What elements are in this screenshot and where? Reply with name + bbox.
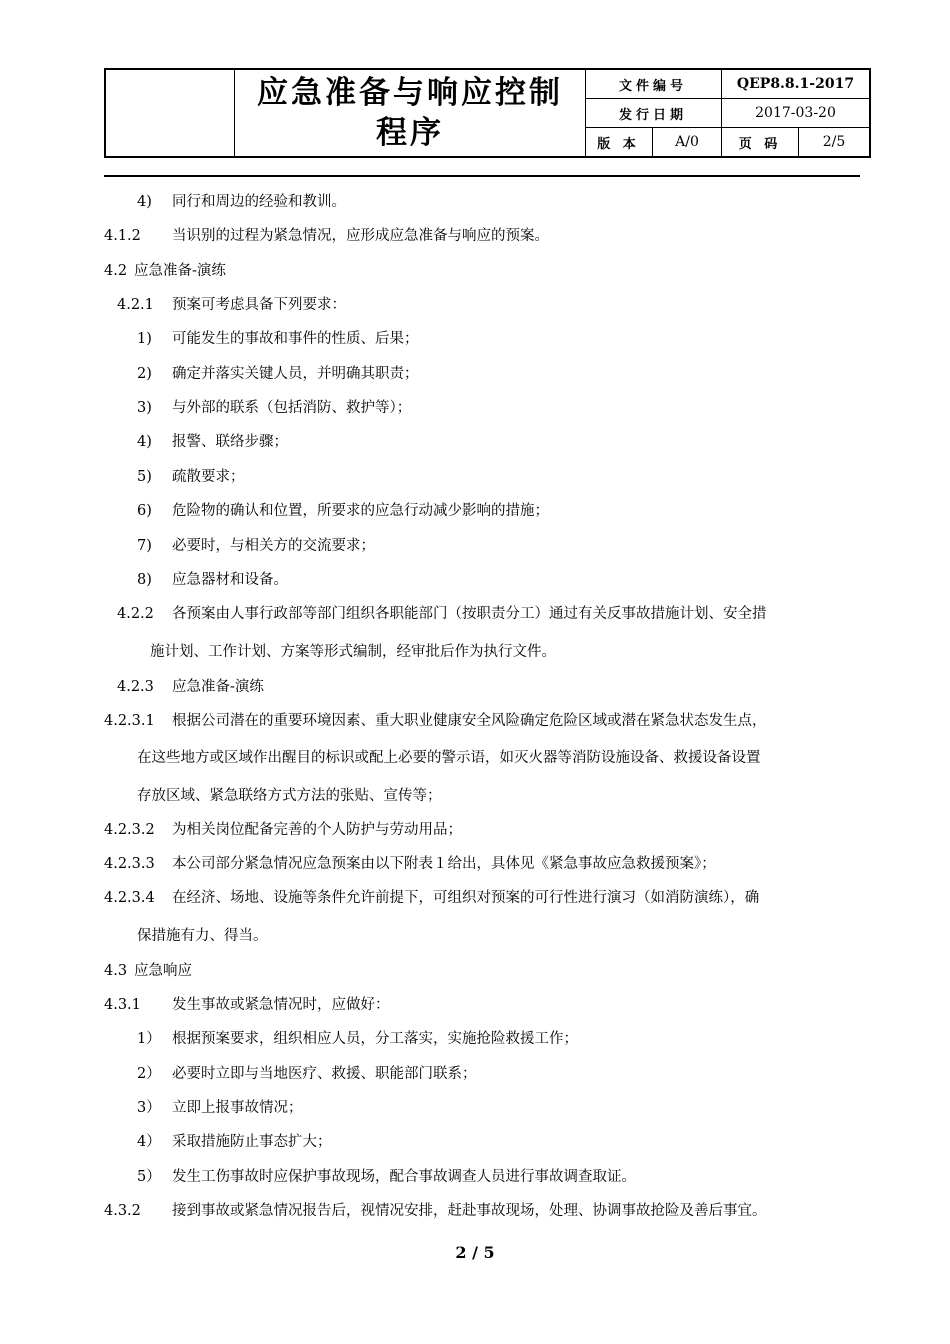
- list-item: 7) 必要时，与相关方的交流要求；: [137, 538, 375, 554]
- list-item: 6) 危险物的确认和位置，所要求的应急行动减少影响的措施；: [137, 503, 549, 519]
- doc-no-label: 文件编号: [585, 70, 722, 99]
- clause: 4.2.3.4 在经济、场地、设施等条件允许前提下，可组织对预案的可行性进行演习（如消防演练），确: [104, 890, 760, 906]
- list-item: 5） 发生工伤事故时应保护事故现场，配合事故调查人员进行事故调查取证。: [137, 1169, 636, 1185]
- list-item: 1) 可能发生的事故和事件的性质、后果；: [137, 331, 419, 347]
- list-item: 3) 与外部的联系（包括消防、救护等）；: [137, 400, 412, 416]
- clause: 4.2.3.1 根据公司潜在的重要环境因素、重大职业健康安全风险确定危险区域或潜在紧急状态发生点，: [104, 713, 767, 729]
- list-item: 4) 报警、联络步骤；: [137, 434, 288, 450]
- document-header: [104, 68, 871, 158]
- clause: 4.2.2 各预案由人事行政部等部门组织各职能部门（按职责分工）通过有关反事故措施计划、安全措: [117, 606, 767, 622]
- list-item: 8) 应急器材和设备。: [137, 572, 288, 588]
- section-heading: 4.3 应急响应: [104, 963, 192, 979]
- list-item: 1） 根据预案要求，组织相应人员，分工落实，实施抢险救援工作；: [137, 1031, 578, 1047]
- doc-no-value: QEP8.8.1-2017: [722, 70, 869, 99]
- clause: 4.3.1 发生事故或紧急情况时，应做好：: [104, 997, 390, 1013]
- clause: 4.1.2 当识别的过程为紧急情况，应形成应急准备与响应的预案。: [104, 228, 549, 244]
- clause: 4.2.3.2 为相关岗位配备完善的个人防护与劳动用品；: [104, 822, 462, 838]
- page-label: 页 码: [722, 128, 799, 156]
- list-item: 2） 必要时立即与当地医疗、救援、职能部门联系；: [137, 1066, 477, 1082]
- page-footer-number: 2 / 5: [455, 1243, 495, 1262]
- page-value: 2/5: [822, 134, 846, 150]
- clause-continuation: 施计划、工作计划、方案等形式编制，经审批后作为执行文件。: [150, 644, 556, 660]
- clause: 4.2.1 预案可考虑具备下列要求：: [117, 297, 346, 313]
- header-divider: [104, 175, 860, 177]
- list-item: 5) 疏散要求；: [137, 469, 245, 485]
- clause-continuation: 保措施有力、得当。: [137, 928, 268, 944]
- document-title-text: 应急准备与响应控制程序: [257, 75, 563, 151]
- list-item: 3） 立即上报事故情况；: [137, 1100, 303, 1116]
- clause: 4.2.3 应急准备-演练: [117, 679, 264, 695]
- issue-date-value: 2017-03-20: [722, 99, 869, 128]
- clause: 4.3.2 接到事故或紧急情况报告后，视情况安排，赶赴事故现场，处理、协调事故抢险及善后事宜。: [104, 1203, 767, 1219]
- clause-continuation: 在这些地方或区域作出醒目的标识或配上必要的警示语，如灭火器等消防设施设备、救援设备设置: [137, 750, 761, 766]
- list-item: 4) 同行和周边的经验和教训。: [137, 194, 346, 210]
- list-item: 2) 确定并落实关键人员，并明确其职责；: [137, 366, 419, 382]
- list-item: 4） 采取措施防止事态扩大；: [137, 1134, 332, 1150]
- version-label: 版 本: [585, 128, 653, 156]
- issue-date-label: 发行日期: [585, 99, 722, 128]
- version-value: A/0: [653, 128, 722, 156]
- section-heading: 4.2 应急准备-演练: [104, 263, 226, 279]
- logo-area: [106, 70, 235, 156]
- clause: 4.2.3.3 本公司部分紧急情况应急预案由以下附表１给出，具体见《紧急事故应急救援预案》；: [104, 856, 716, 872]
- document-title: [235, 70, 586, 156]
- clause-continuation: 存放区域、紧急联络方式方法的张贴、宣传等；: [137, 788, 442, 804]
